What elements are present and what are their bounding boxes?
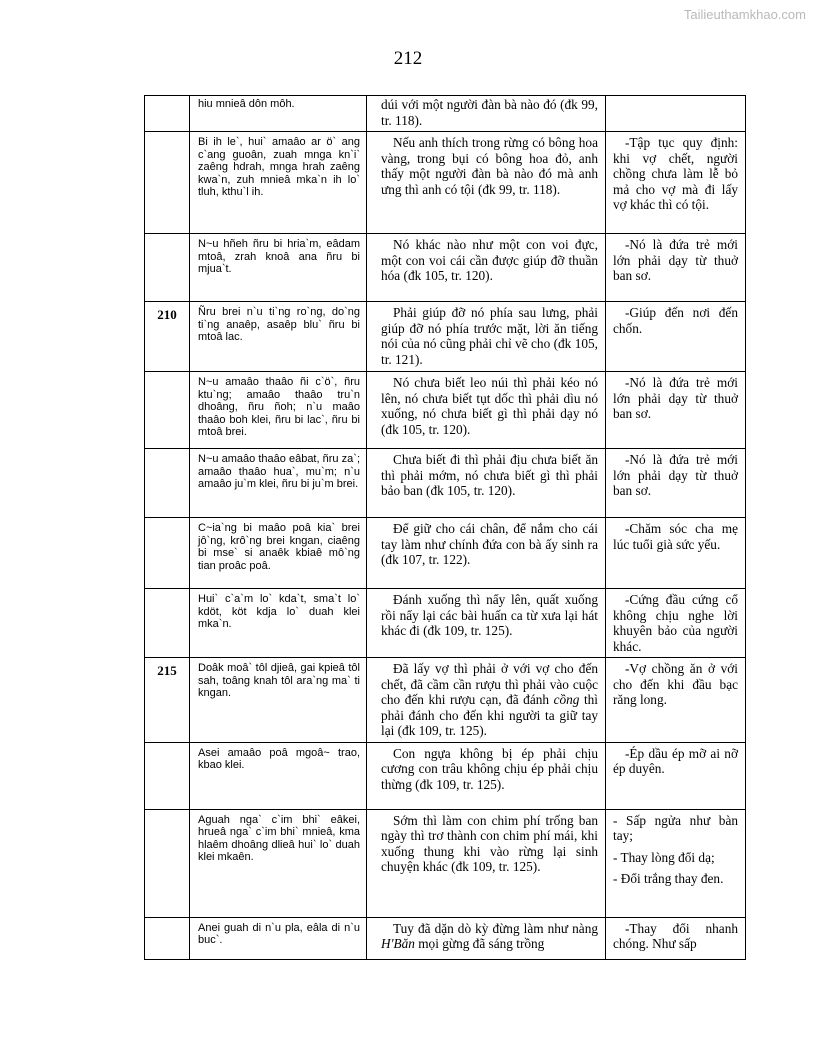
meaning: -Cứng đầu cứng cổ không chịu nghe lời khuyên bảo của người khác. [606, 589, 746, 658]
ede-proverb: Bi ih le`, hui` amaâo ar ö` ang c`ang guoân, zuah mnga kn`i` zaêng hdrah, mnga hrah zaêng kwa`n, zuh mnieâ mka`n ih lo` tluh, kthu`l ih. [190, 132, 367, 234]
table-row [145, 658, 746, 743]
row-number [145, 372, 190, 449]
meaning: -Tập tục quy định: khi vợ chết, người chồng chưa làm lễ bỏ mả cho vợ mà đi lấy vợ khác thì có tội. [606, 132, 746, 234]
ede-proverb: N~u amaâo thaâo ñi c`ö`, ñru ktu`ng; amaâo thaâo tru`n dhoâng, ñru ñoh; n`u maâo thaâo boh klei, ñru bi lac`, ñru bi mtoâ brei. [190, 372, 367, 449]
translation: dúi với một người đàn bà nào đó (đk 99, tr. 118). [367, 96, 606, 132]
translation: Để giữ cho cái chân, để nắm cho cái tay làm như chính đứa con bà ấy sinh ra (đk 107, tr. 122). [367, 518, 606, 589]
meaning: -Giúp đến nơi đến chốn. [606, 302, 746, 372]
row-number [145, 809, 190, 917]
row-number: 215 [145, 658, 190, 743]
watermark: Tailieuthamkhao.com [683, 7, 806, 22]
ede-proverb: Doâk moâ` tôl djieâ, gai kpieâ tôl sah, toâng knah tôl ara`ng ma` ti kngan. [190, 658, 367, 743]
italic-name: H'Băn [381, 936, 415, 951]
ede-proverb: Ñru brei n`u ti`ng ro`ng, do`ng ti`ng anaêp, asaêp blu` ñru bi mtoâ lac. [190, 302, 367, 372]
meaning-list [606, 809, 746, 917]
meaning-item: - Thay lòng đổi dạ; [613, 849, 715, 865]
meaning: -Chăm sóc cha mẹ lúc tuổi già sức yếu. [606, 518, 746, 589]
proverb-table [144, 95, 746, 960]
ede-proverb: Hui` c`a`m lo` kda`t, sma`t lo` kdöt, köt kdja lo` duah klei mka`n. [190, 589, 367, 658]
translation: Chưa biết đi thì phải địu chưa biết ăn thì phải mớm, nó chưa biết gì thì phải bảo ban (đk 105, tr. 120). [367, 449, 606, 518]
ede-proverb: Asei amaâo poâ mgoâ~ trao, kbao klei. [190, 742, 367, 809]
table-row [145, 302, 746, 372]
page-number: 212 [393, 48, 423, 69]
table-row [145, 742, 746, 809]
ede-proverb: Aguah nga` c`im bhi` eâkei, hrueâ nga` c`im bhi` mnieâ, kma hlaêm dhoâng dlieâ hui` lo` duah klei mkaên. [190, 809, 367, 917]
ede-proverb: C~ia`ng bi maâo poâ kia` brei jô`ng, krô`ng brei kngan, ciaêng bi mse` si anaêk kbiaê mô`ng tian proâc poâ. [190, 518, 367, 589]
translation: Sớm thì làm con chim phí trống ban ngày thì trơ thành con chim phí mái, khi xuống thung khi vào rừng lại sinh chuyện khác (đk 109, tr. 125). [367, 809, 606, 917]
meaning: -Nó là đứa trẻ mới lớn phải dạy từ thuở ban sơ. [606, 449, 746, 518]
row-number [145, 449, 190, 518]
row-number: 210 [145, 302, 190, 372]
translation: Đã lấy vợ thì phải ở với vợ cho đến chết, đã cầm cần rượu thì phải vào cuộc cho đến khi rượu cạn, đã đánh cồng thì phải đánh cho đến khi người ta giữ tay lại (đk 109, tr. 125). [367, 658, 606, 743]
translation: Phải giúp đỡ nó phía sau lưng, phải giúp đỡ nó phía trước mặt, lời ăn tiếng nói của nó cũng phải chỉ vẽ cho (đk 105, tr. 121). [367, 302, 606, 372]
table-row [145, 132, 746, 234]
translation: Nó khác nào như một con voi đực, một con voi cái cần được giúp đỡ thuần hóa (đk 105, tr. 120). [367, 234, 606, 302]
translation: Nếu anh thích trong rừng có bông hoa vàng, trong bụi có bông hoa đỏ, anh thấy một người đàn bà nào đó mà anh ưng thì anh có tội (đk 99, tr. 118). [367, 132, 606, 234]
table-row [145, 372, 746, 449]
row-number [145, 132, 190, 234]
translation: Đánh xuống thì nẩy lên, quất xuống rồi nẩy lại các bài huấn ca từ xưa lại hát khác đi (đk 109, tr. 125). [367, 589, 606, 658]
ede-proverb: N~u amaâo thaâo eâbat, ñru za`; amaâo thaâo hua`, mu`m; n`u amaâo ju`m klei, ñru bi ju`m brei. [190, 449, 367, 518]
row-number [145, 589, 190, 658]
translation: Tuy đã dặn dò kỳ đừng làm như nàng H'Băn mọi gừng đã sáng trồng [367, 917, 606, 959]
meaning: -Nó là đứa trẻ mới lớn phải dạy từ thuở ban sơ. [606, 372, 746, 449]
table-row [145, 917, 746, 959]
row-number [145, 917, 190, 959]
row-number [145, 518, 190, 589]
meaning: -Nó là đứa trẻ mới lớn phải dạy từ thuở ban sơ. [606, 234, 746, 302]
table-row [145, 96, 746, 132]
ede-proverb: hiu mnieâ dôn môh. [190, 96, 367, 132]
table-row [145, 589, 746, 658]
meaning: -Vợ chồng ăn ở với cho đến khi đầu bạc răng long. [606, 658, 746, 743]
meaning-item: - Sấp ngửa như bàn tay; [613, 812, 738, 843]
translation: Nó chưa biết leo núi thì phải kéo nó lên, nó chưa biết tụt dốc thì phải dìu nó xuống, nó chưa biết gì thì phải dạy nó (đk 105, tr. 120). [367, 372, 606, 449]
table-row [145, 518, 746, 589]
meaning [606, 96, 746, 132]
ede-proverb: N~u hñeh ñru bi hria`m, eâdam mtoâ, zrah knoâ ana ñru bi mjua`t. [190, 234, 367, 302]
ede-proverb: Anei guah di n`u pla, eâla di n`u buc`. [190, 917, 367, 959]
row-number [145, 234, 190, 302]
table-row [145, 234, 746, 302]
meaning-item: - Đổi trắng thay đen. [613, 871, 724, 886]
meaning: -Thay đổi nhanh chóng. Như sấp [606, 917, 746, 959]
meaning: -Ép dầu ép mỡ ai nỡ ép duyên. [606, 742, 746, 809]
table-row [145, 449, 746, 518]
translation: Con ngựa không bị ép phải chịu cương con trâu không chịu ép phải chịu thừng (đk 109, tr. 125). [367, 742, 606, 809]
italic-term: cồng [553, 692, 580, 707]
table-row [145, 809, 746, 917]
row-number [145, 96, 190, 132]
row-number [145, 742, 190, 809]
